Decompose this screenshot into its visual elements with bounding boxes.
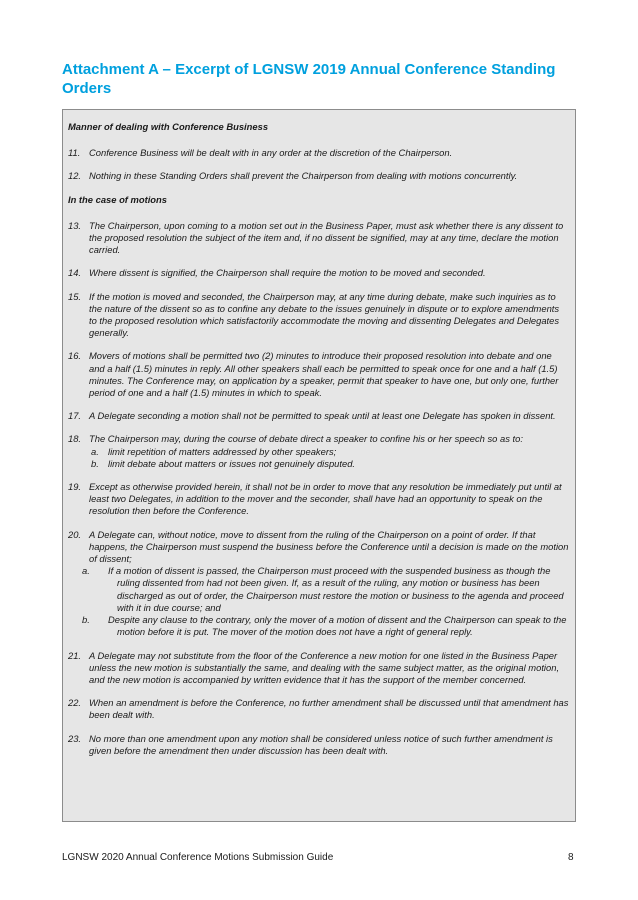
item-number: 18. xyxy=(68,433,82,445)
sub-item-text: limit repetition of matters addressed by other speakers; xyxy=(108,445,337,457)
list-item-21 xyxy=(68,650,569,687)
list-item-19 xyxy=(68,481,569,518)
section-heading-conference-business: Manner of dealing with Conference Business xyxy=(68,121,269,132)
section-heading-motions: In the case of motions xyxy=(68,193,167,205)
list-item-22 xyxy=(68,697,569,721)
list-item-11 xyxy=(68,147,569,159)
item-number: 19. xyxy=(68,481,82,493)
item-number: 15. xyxy=(68,290,82,302)
item-text: Nothing in these Standing Orders shall prevent the Chairperson from dealing with motions concurrently. xyxy=(89,170,518,182)
item-number: 20. xyxy=(68,528,82,540)
item-text: Conference Business will be dealt with in any order at the discretion of the Chairperson. xyxy=(89,147,453,159)
item-number: 21. xyxy=(68,649,82,661)
item-number: 23. xyxy=(68,732,82,744)
item-text: Movers of motions shall be permitted two (2) minutes to introduce their proposed resolution into debate and one and a half (1.5) minutes in reply. All other speakers shall each be permitted to speak once for one and a half (1.5) minutes. The Conference may, on application by a speaker, permit that speaker to have one, but only one, further period of one and a half (1.5) minutes in which to speak. xyxy=(89,350,559,399)
list-item-13 xyxy=(68,220,569,257)
item-text: Where dissent is signified, the Chairperson shall require the motion to be moved and seconded. xyxy=(89,267,486,279)
sub-item-b xyxy=(89,458,569,470)
sub-item-text: Despite any clause to the contrary, only the mover of a motion of dissent and the Chairperson can speak to the motion before it is put. The mover of the motion does not have a right of general reply. xyxy=(108,614,567,638)
list-item-20 xyxy=(68,529,569,639)
item-text: A Delegate may not substitute from the floor of the Conference a new motion for one listed in the Business Paper unless the new motion is substantially the same, and dealing with the same subject matter, as the original motion, and the new motion is accompanied by written evidence that it has the support of the member concerned. xyxy=(89,649,560,685)
item-number: 11. xyxy=(68,147,81,159)
sub-item-text: limit debate about matters or issues not genuinely disputed. xyxy=(108,457,356,469)
list-item-12 xyxy=(68,170,569,182)
list-item-15 xyxy=(68,291,569,340)
footer-page-number: 8 xyxy=(568,852,574,863)
list-item-14 xyxy=(68,267,569,279)
footer-document-title: LGNSW 2020 Annual Conference Motions Submission Guide xyxy=(62,852,334,863)
sub-item-a xyxy=(89,446,569,458)
list-item-23 xyxy=(68,733,569,757)
page-title: Attachment A – Excerpt of LGNSW 2019 Annual Conference Standing Orders xyxy=(62,61,556,97)
item-text: The Chairperson, upon coming to a motion set out in the Business Paper, must ask whether there is any dissent to the proposed resolution the subject of the item and, if no dissent be signified, may at any time, declare the motion carried. xyxy=(89,219,564,256)
item-text: No more than one amendment upon any motion shall be considered unless notice of such further amendment is given before the amendment then under discussion has been dealt with. xyxy=(89,732,553,756)
item-text: The Chairperson may, during the course of debate direct a speaker to confine his or her speech so as to: xyxy=(89,433,523,445)
item-text: A Delegate seconding a motion shall not be permitted to speak until at least one Delegate has spoken in dissent. xyxy=(89,410,556,422)
item-number: 17. xyxy=(68,410,82,422)
sub-item-a: a. If a motion of dissent is passed, the Chairperson must proceed with the suspended business as though the ruling dissented from had not been given. If, as a result of the ruling, any motion or business has been discharged as out of order, the Chairperson must restore the motion or business to the agenda and proceed with it in due course; and xyxy=(82,565,564,613)
item-number: 12. xyxy=(68,170,82,182)
item-number: 14. xyxy=(68,267,82,279)
sub-item-text: If a motion of dissent is passed, the Chairperson must proceed with the suspended business as though the ruling dissented from had not been given. If, as a result of the ruling, any motion or business has been discharged as out of order, the Chairperson must restore the motion or business to the agenda and proceed with it in due course; and xyxy=(108,565,564,613)
sub-item-letter: a. xyxy=(91,445,99,457)
item-number: 16. xyxy=(68,350,82,362)
list-item-18 xyxy=(68,433,569,470)
item-text: A Delegate can, without notice, move to dissent from the ruling of the Chairperson on a point of order. If that happens, the Chairperson must suspend the business before the Conference until a decision is made on the motion of dissent; xyxy=(89,528,569,565)
standing-orders-box xyxy=(62,109,576,822)
item-text: When an amendment is before the Conference, no further amendment shall be discussed until that amendment has been dealt with. xyxy=(89,697,569,721)
sub-item-letter: b. xyxy=(91,457,99,469)
item-text: If the motion is moved and seconded, the Chairperson may, at any time during debate, make such inquiries as to the nature of the dissent so as to confine any debate to the issues genuinely in dispute or to explore amendments to the proposed resolution which satisfactorily accommodate the moving and dissenting Delegates and Delegates generally. xyxy=(89,290,560,339)
list-item-17 xyxy=(68,410,569,422)
item-number: 13. xyxy=(68,219,82,231)
sub-item-b: b. Despite any clause to the contrary, only the mover of a motion of dissent and the Chairperson can speak to the motion before it is put. The mover of the motion does not have a right of general reply. xyxy=(82,614,567,638)
item-number: 22. xyxy=(68,697,82,709)
list-item-16 xyxy=(68,350,569,399)
item-text: Except as otherwise provided herein, it shall not be in order to move that any resolution be immediately put until at least two Delegates, in addition to the mover and the seconder, shall have had an opportunity to speak on the resolution then before the Conference. xyxy=(89,481,562,517)
